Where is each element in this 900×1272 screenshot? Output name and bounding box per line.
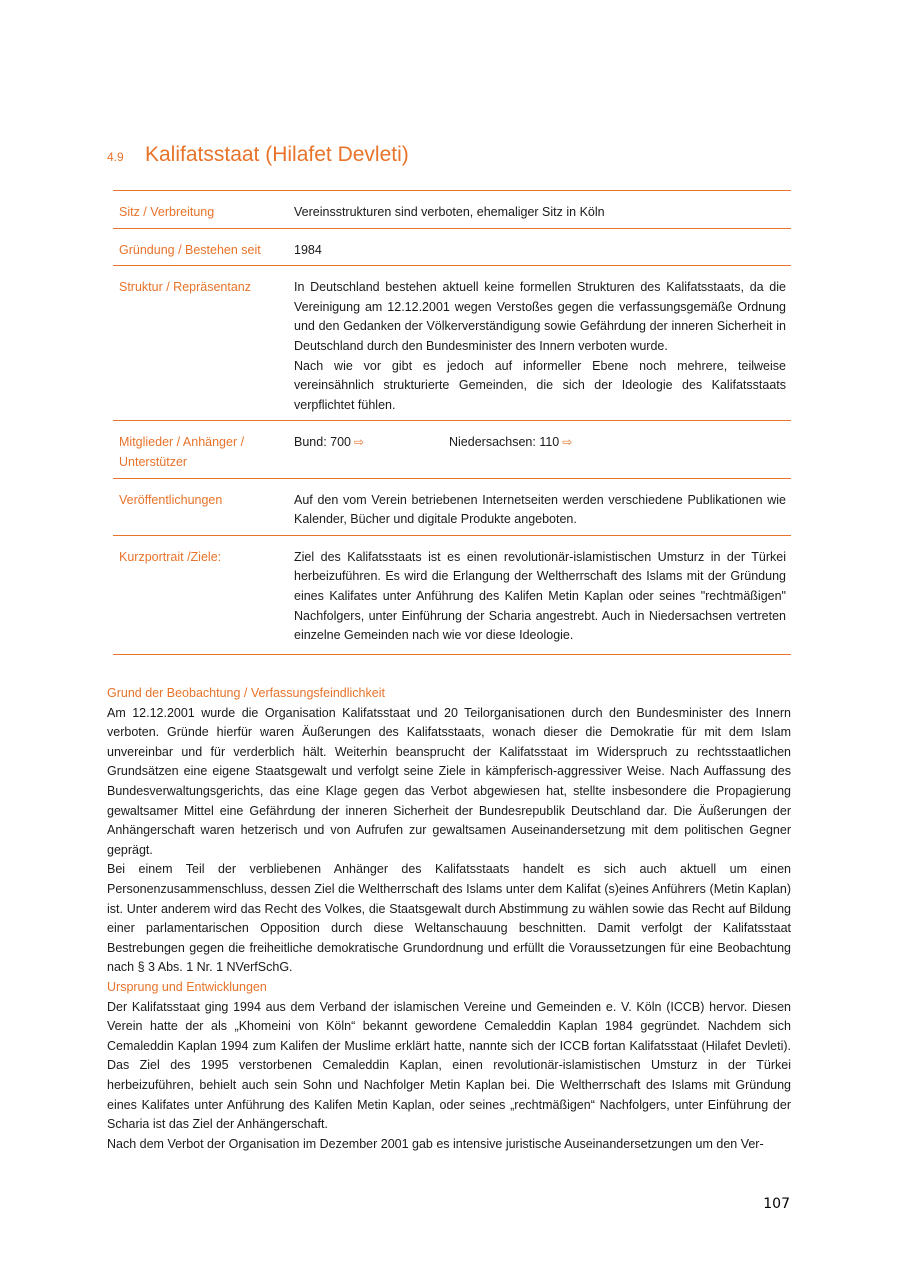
grund-section <box>107 684 791 978</box>
ursprung-paragraph-1: Der Kalifatsstaat ging 1994 aus dem Verband der islamischen Vereine und Gemeinden e. V. Köln (ICCB) hervor. Diesen Verein hatte der als „Khomeini von Köln“ bekannt gewordene Cemaleddin Kaplan 1984 gegründet. Nachdem sich Cemaleddin Kaplan 1994 zum Kalifen der Muslime erklärt hatte, nannte sich der ICCB fortan Kalifatsstaat (Hilafet Devleti). Das Ziel des 1995 verstorbenen Cemaleddin Kaplan, einen revolutionär-islamistischen Umsturz in der Türkei herbeizuführen, behielt auch sein Sohn und Nachfolger Metin Kaplan bei. Die Weltherrschaft des Islams mit Gründung eines Kalifates unter Anführung des Kalifen Metin Kaplan, oder seines „rechtmäßigen“ Nachfolgers, unter Einführung der Scharia ist das Ziel der Anhängerschaft. <box>107 999 791 1132</box>
row-value <box>288 421 791 478</box>
info-table <box>113 190 791 655</box>
structure-text-1: In Deutschland bestehen aktuell keine formellen Strukturen des Kalifatsstaats, da die Vereinigung am 12.12.2001 wegen Verstoßes gegen die verfassungsgemäße Ordnung und den Gedanken der Völkerverständigung sowie Gefährdung der inneren Sicherheit in Deutschland durch den Bundesminister des Innern verboten wurde. <box>294 280 786 353</box>
table-row <box>113 421 791 478</box>
section-heading <box>107 143 409 167</box>
table-row <box>113 191 791 229</box>
grund-paragraph-2: Bei einem Teil der verbliebenen Anhänger des Kalifatsstaats handelt es sich auch aktuell um einen Personenzusammenschluss, dessen Ziel die Weltherrschaft des Islams unter dem Kalifat (s)eines Anführers (Metin Kaplan) ist. Unter anderem wird das Recht des Volkes, die Staatsgewalt durch Abstimmung zu wählen sowie das Recht auf Bildung einer parlamentarischen Opposition durch diese Weltanschauung beschnitten. Damit verfolgt der Kalifatsstaat Bestrebungen gegen die freiheitliche demokratische Grundordnung und erfüllt die Voraussetzungen für eine Beobachtung nach § 3 Abs. 1 Nr. 1 NVerfSchG. <box>107 862 791 975</box>
table-row <box>113 266 791 421</box>
table-row <box>113 535 791 654</box>
ursprung-heading: Ursprung und Entwicklungen <box>107 980 267 994</box>
section-number: 4.9 <box>107 150 124 164</box>
row-label: Kurzportrait /Ziele: <box>113 535 288 654</box>
grund-heading: Grund der Beobachtung / Verfassungsfeindlichkeit <box>107 686 385 700</box>
ursprung-section <box>107 978 791 1154</box>
arrow-right-outline-icon: ⇨ <box>354 435 365 450</box>
table-row <box>113 228 791 266</box>
row-value: Ziel des Kalifatsstaats ist es einen revolutionär-islamistischen Umsturz in der Türkei herbeizuführen. Es wird die Erlangung der Weltherrschaft des Islams mit der Gründung eines Kalifates unter Anführung des Kalifen Metin Kaplan oder seines "rechtmäßigen" Nachfolgers, unter Einführung der Scharia angestrebt. Auch in Niedersachsen vertreten einzelne Gemeinden nach wie vor diese Ideologie. <box>288 535 791 654</box>
row-label: Sitz / Verbreitung <box>119 205 215 219</box>
page-number: 107 <box>763 1196 790 1212</box>
structure-text-2: Nach wie vor gibt es jedoch auf informeller Ebene noch mehrere, teilweise vereinsähnlich strukturierte Gemeinden, die sich der Ideologie des Kalifatsstaats verpflichtet fühlen. <box>294 358 786 412</box>
row-value: Vereinsstrukturen sind verboten, ehemaliger Sitz in Köln <box>294 205 605 219</box>
grund-paragraph-1: Am 12.12.2001 wurde die Organisation Kalifatsstaat und 20 Teilorganisationen durch den Bundesminister des Innern verboten. Gründe hierfür waren Äußerungen des Kalifatsstaats, wonach dieser die Demokratie für mit dem Islam unvereinbar und für verderblich hält. Weiterhin beansprucht der Kalifatsstaat im Widerspruch zu rechtsstaatlichen Grundsätzen eine eigene Staatsgewalt und verfolgt seine Ziele in kämpferisch-aggressiver Weise. Nach Auffassung des Bundesverwaltungsgerichts, das eine Klage gegen das Verbot abgewiesen hat, stellte insbesondere die Propagierung gewaltsamer Mittel eine Gefährdung der inneren Sicherheit der Bundesrepublik Deutschland dar. Die Äußerungen der Anhängerschaft waren hetzerisch und von Aufrufen zur gewaltsamen Auseinandersetzung mit dem politischen Gegner geprägt. <box>107 705 791 857</box>
table-row <box>113 478 791 535</box>
member-count-lower-saxony: Niedersachsen: 110 ⇨ <box>449 435 573 450</box>
member-count-federal: Bund: 700 ⇨ <box>294 435 365 450</box>
row-label: Struktur / Repräsentanz <box>113 266 288 421</box>
arrow-right-outline-icon: ⇨ <box>562 435 573 450</box>
row-value <box>288 266 791 421</box>
row-value: 1984 <box>288 228 791 266</box>
row-label: Gründung / Bestehen seit <box>113 228 288 266</box>
ursprung-paragraph-2: Nach dem Verbot der Organisation im Dezember 2001 gab es intensive juristische Auseinandersetzungen um den Ver- <box>107 1136 764 1151</box>
section-title: Kalifatsstaat (Hilafet Devleti) <box>145 143 409 166</box>
row-label: Veröffentlichungen <box>113 478 288 535</box>
row-label: Mitglieder / Anhänger / Unterstützer <box>113 421 288 478</box>
row-value: Auf den vom Verein betriebenen Internetseiten werden verschiedene Publikationen wie Kalender, Bücher und digitale Produkte angeboten. <box>288 478 791 535</box>
